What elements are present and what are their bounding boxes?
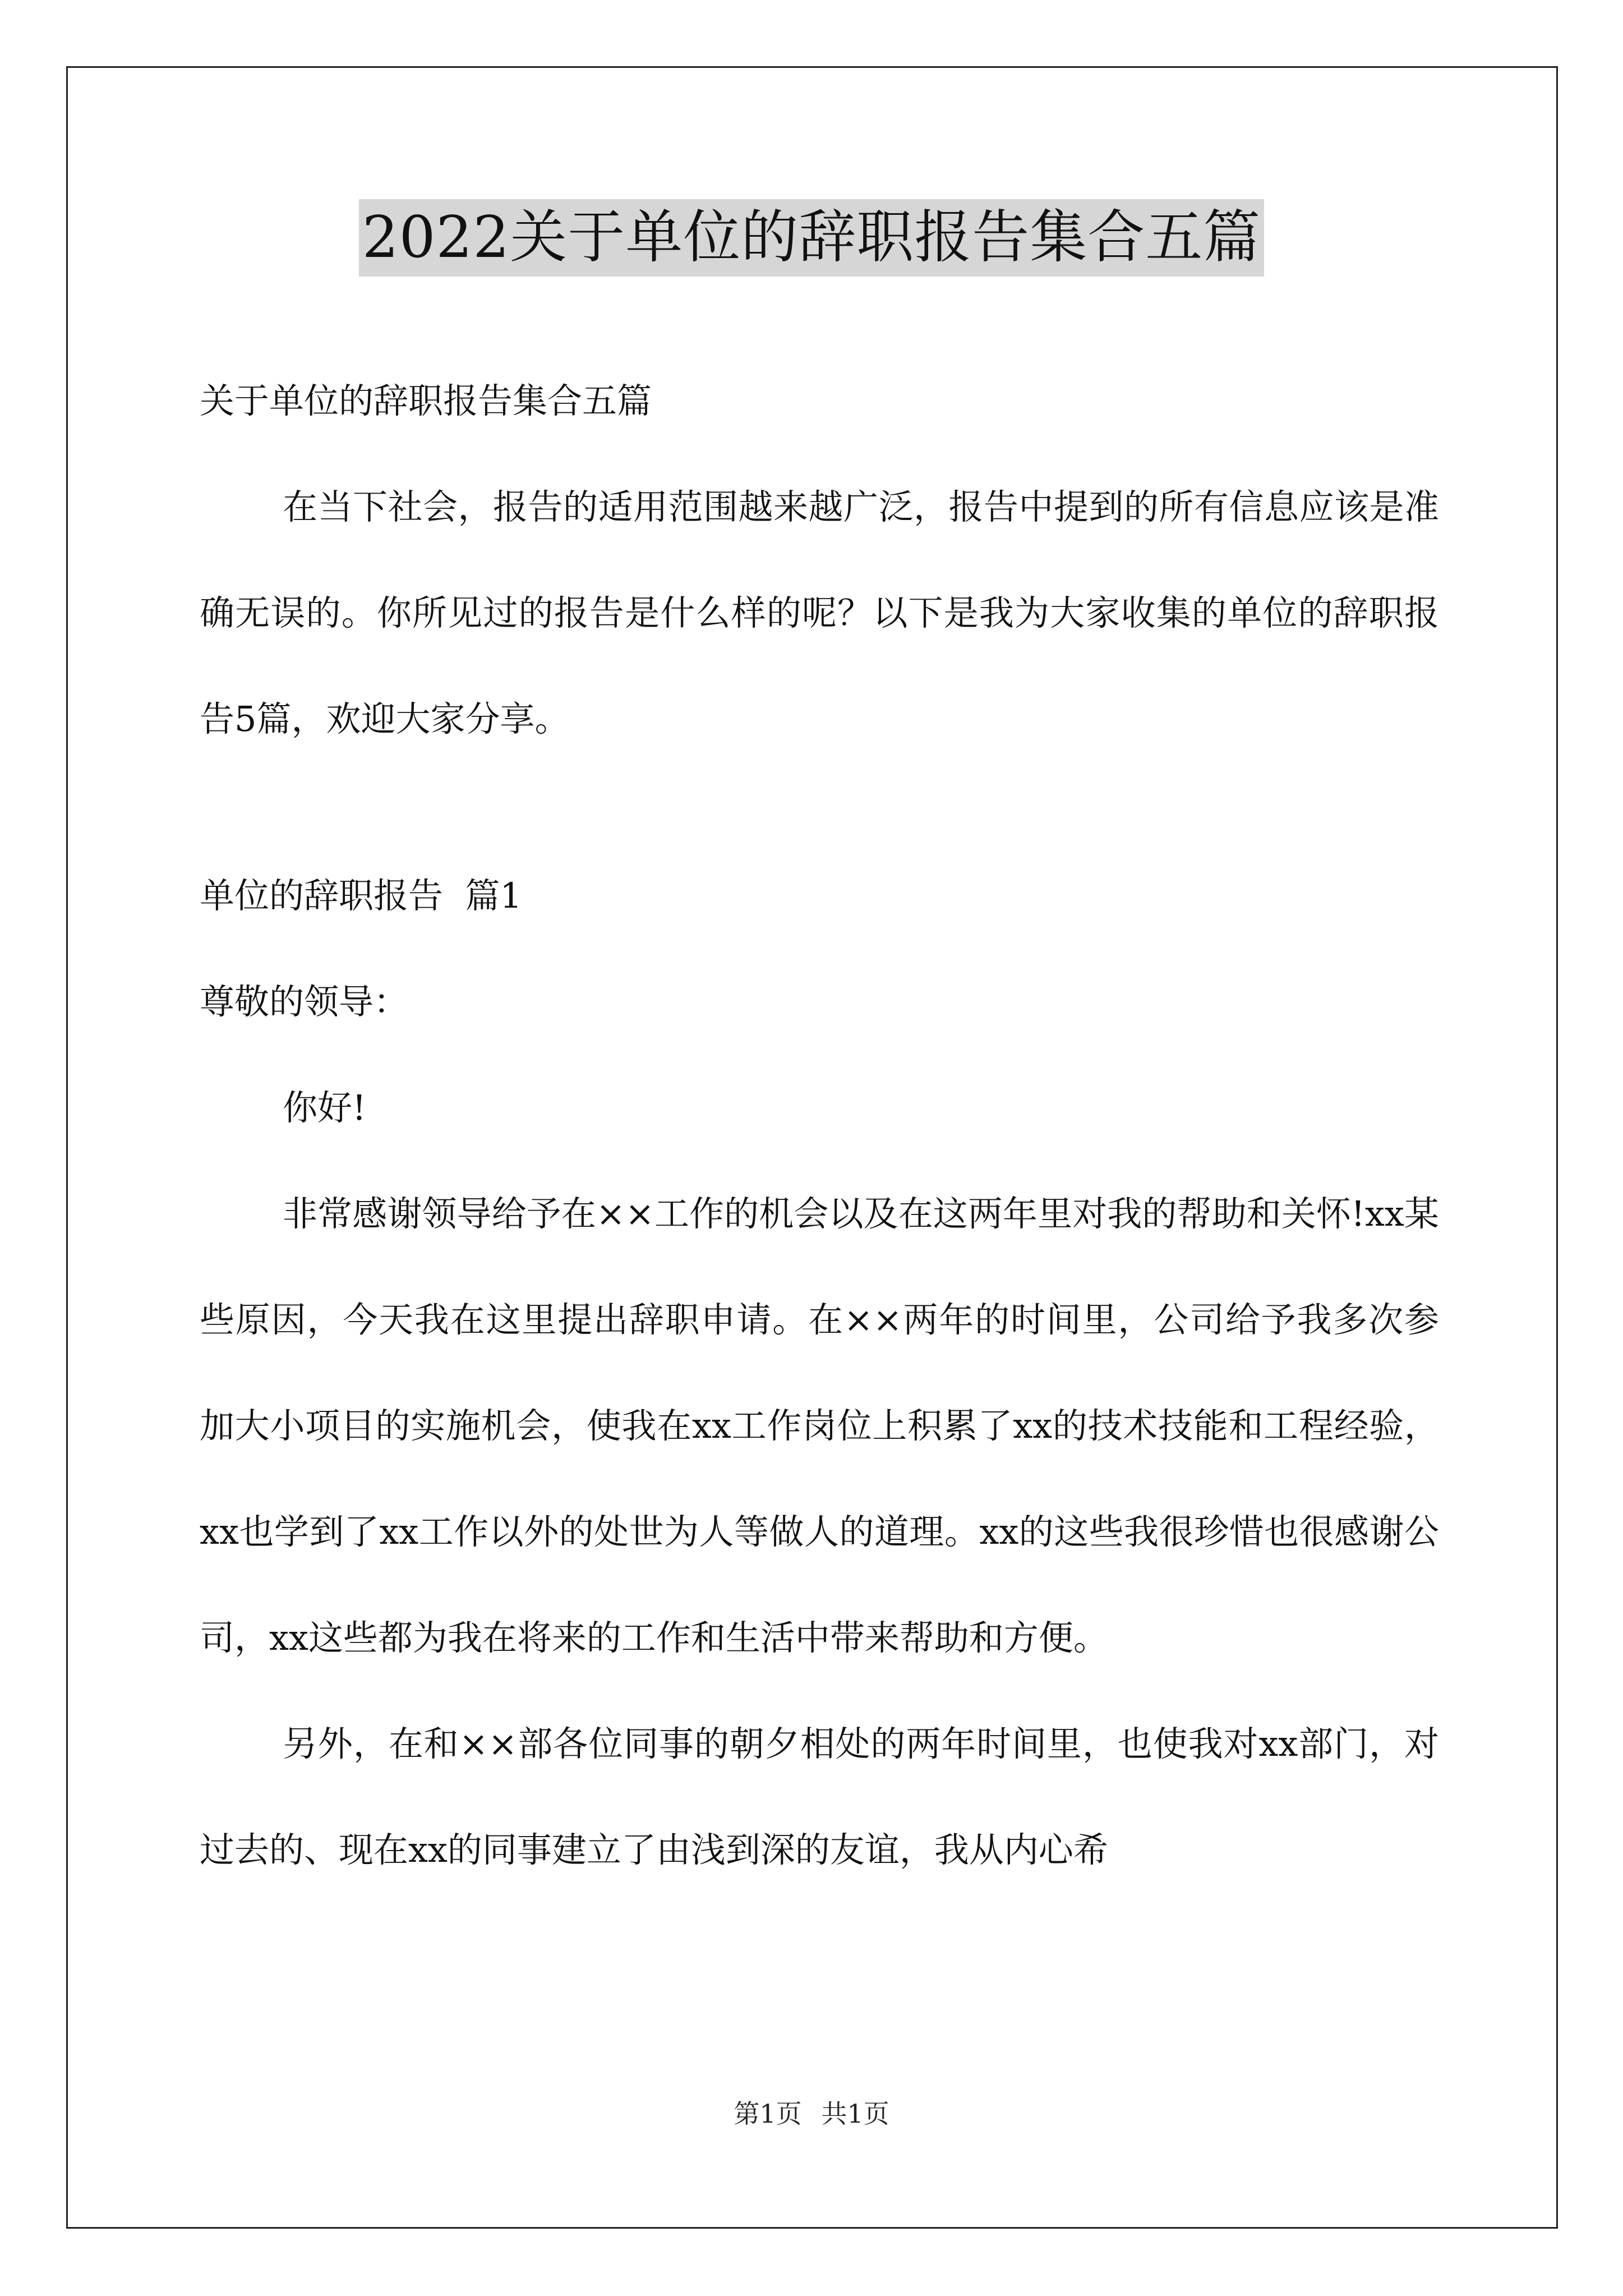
page-number: 第1页 bbox=[734, 2099, 802, 2129]
document-body bbox=[200, 348, 1439, 1903]
subtitle: 关于单位的辞职报告集合五篇 bbox=[200, 380, 652, 421]
salutation: 尊敬的领导： bbox=[200, 981, 409, 1022]
section-gap bbox=[200, 772, 1439, 843]
body-paragraph-2: 另外，在和××部各位同事的朝夕相处的两年时间里，也使我对xx部门，对过去的、现在xx的同事建立了由浅到深的友谊，我从内心希 bbox=[200, 1723, 1439, 1870]
page-footer bbox=[0, 2093, 1623, 2131]
section-heading: 单位的辞职报告 篇1 bbox=[200, 875, 522, 916]
page-total: 共1页 bbox=[821, 2099, 889, 2129]
title-wrap bbox=[0, 199, 1623, 277]
intro-paragraph: 在当下社会，报告的适用范围越来越广泛，报告中提到的所有信息应该是准确无误的。你所见过的报告是什么样的呢？以下是我为大家收集的单位的辞职报告5篇，欢迎大家分享。 bbox=[200, 486, 1439, 739]
document-title: 2022关于单位的辞职报告集合五篇 bbox=[359, 199, 1265, 277]
body-paragraph-1: 非常感谢领导给予在××工作的机会以及在这两年里对我的帮助和关怀!xx某些原因，今天我在这里提出辞职申请。在××两年的时间里，公司给予我多次参加大小项目的实施机会，使我在xx工作岗位上积累了xx的技术技能和工程经验，xx也学到了xx工作以外的处世为人等做人的道理。xx的这些我很珍惜也很感谢公司，xx这些都为我在将来的工作和生活中带来帮助和方便。 bbox=[200, 1193, 1439, 1658]
greeting: 你好! bbox=[283, 1087, 366, 1128]
